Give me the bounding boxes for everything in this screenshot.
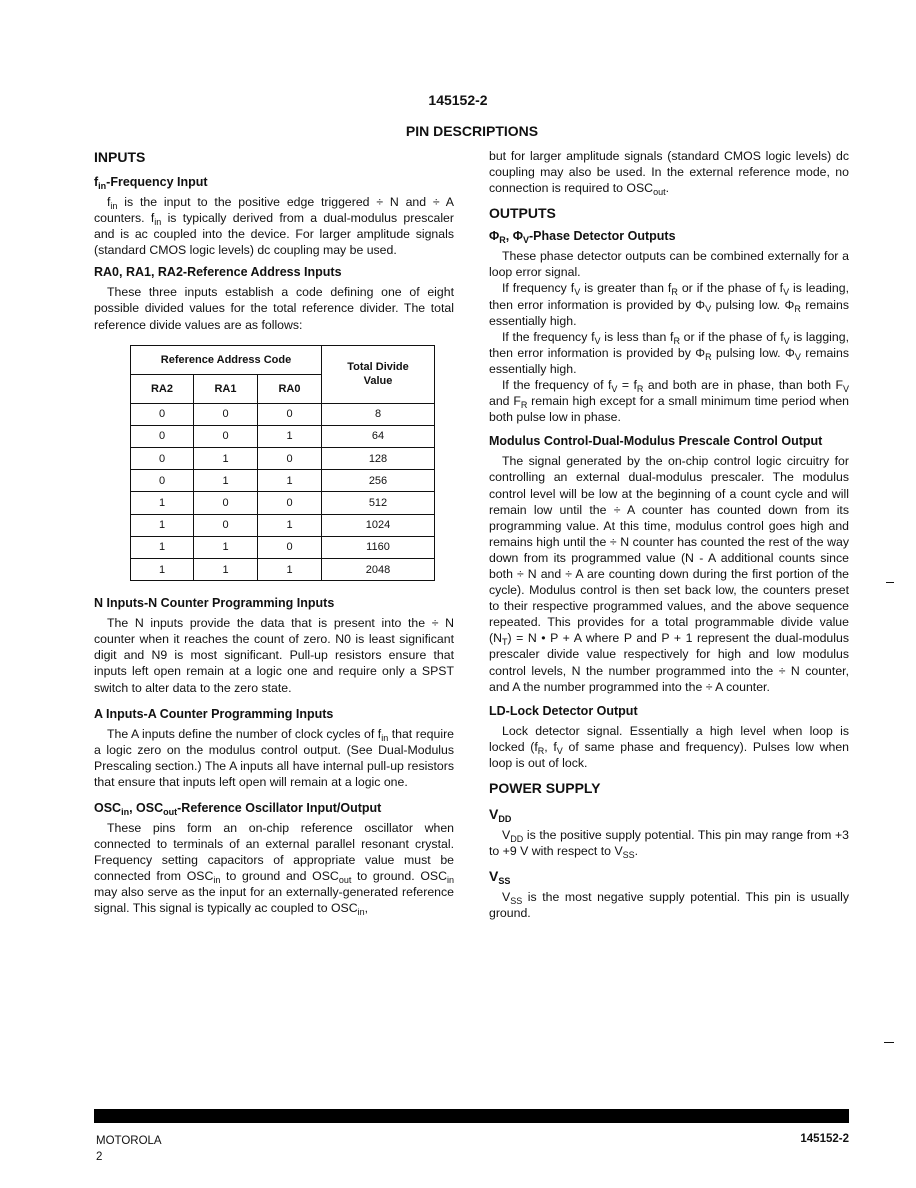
table-row: 0 0 1 64: [131, 425, 435, 447]
osc-title: $OSC_{in}$, $OSC_{out}$-Reference Oscillator Input/Output: [94, 801, 382, 817]
n-inputs-paragraph: The N inputs provide the data that is present into the ÷ N counter when it reaches the count of zero. N0 is least significant digit and N9 is most significant. Pull-up resistors ensure that inputs left open remain at a logic one and require only a SPST switch to alter data to the zero state.: [94, 616, 454, 695]
fin-title: $f_{in}$-Frequency Input: [94, 175, 208, 191]
ra-title: RA0, RA1, RA2-Reference Address Inputs: [94, 265, 342, 280]
footer-doc-number: 145152-2: [800, 1133, 849, 1145]
vss-paragraph: $V_{SS}$ is the most negative supply potential. This pin is usually ground.: [489, 890, 849, 921]
lock-detector-paragraph: Lock detector signal. Essentially a high level when loop is locked ($f_R$, $f_V$ of same phase and frequency). Pulses low when loop is out of lock.: [489, 723, 849, 770]
phase-paragraph-3: If the frequency $f_V$ is less than $f_R$ or if the phase of $f_V$ is lagging, then error information is provided by $\Phi_R$ pulsing low. $\Phi_V$ remains essentially high.: [489, 329, 850, 376]
modulus-control-title: Modulus Control-Dual-Modulus Prescale Control Output: [489, 434, 823, 449]
margin-mark: [884, 1042, 894, 1043]
doc-number-header: 145152-2: [428, 92, 488, 108]
footer-company: MOTOROLA: [96, 1135, 162, 1147]
footer-page-number: 2: [96, 1151, 103, 1163]
phase-paragraph-4: If the frequency of $f_V = f_R$ and both are in phase, than both $F_V$ and $F_R$ remain high except for a small minimum time period when both pulse low in phase.: [489, 378, 849, 425]
margin-mark: [886, 582, 894, 583]
vss-title: $V_{SS}$: [489, 868, 511, 887]
right-column: [489, 148, 849, 921]
fin-paragraph: $f_{in}$ is the input to the positive edge triggered ÷ N and ÷ A counters. $f_{in}$ is typically derived from a dual-modulus prescaler and is ac coupled into the device. For larger amplitude signals (standard CMOS logic levels) dc coupling may be used.: [94, 195, 454, 258]
phase-paragraph-2: If frequency $f_V$ is greater than $f_R$ or if the phase of $f_V$ is leading, then error information is provided by $\Phi_V$ pulsing low. $\Phi_R$ remains essentially high.: [489, 281, 849, 328]
left-column: [94, 148, 454, 917]
n-inputs-title: N Inputs-N Counter Programming Inputs: [94, 596, 335, 611]
table-row: 0 0 0 8: [131, 403, 435, 425]
osc-paragraph: These pins form an on-chip reference oscillator when connected to terminals of an external parallel resonant crystal. Frequency setting capacitors of appropriate value must be connected from $OSC_{in}$ to ground and $OSC_{out}$ to ground. $OSC_{in}$ may also serve as the input for an externally-generated reference signal. This signal is typically ac coupled to $OSC_{in}$,: [94, 821, 454, 918]
a-inputs-paragraph: The A inputs define the number of clock cycles of $f_{in}$ that require a logic zero on the modulus control output. (See Dual-Modulus Prescaling section.) The A inputs all have internal pull-up resistors that ensure that inputs left open will remain at a logic one.: [94, 726, 454, 789]
modulus-control-paragraph: The signal generated by the on-chip control logic circuitry for controlling an external dual-modulus prescaler. The modulus control level will be low at the beginning of a count cycle and will remain low until the ÷ A counter has counted down from its programming value. At this time, modulus control goes high and remains high until the ÷ N counter has counted the rest of the way down from its programmed value (N - A additional counts since both ÷ N and ÷ A are counting down during the first portion of the cycle). Modulus control is then set back low, the counters preset to their respective programmed values, and the above sequence repeated. This provides for a total programmable divide value $(N_T) = N$ • P + A where P and P + 1 represent the dual-modulus prescaler divide value respectively for high and low modulus control levels, N the number programmed into the ÷ N counter, and A the number programmed into the ÷ A counter.: [489, 454, 849, 694]
vdd-title: $V_{DD}$: [489, 806, 512, 824]
phase-paragraph-1: These phase detector outputs can be combined externally for a loop error signal.: [489, 249, 849, 280]
table-row: 0 1 0 128: [131, 448, 435, 470]
phase-detector-title: $\Phi_R$, $\Phi_V$-Phase Detector Outputs: [489, 229, 676, 246]
page-title: PIN DESCRIPTIONS: [405, 123, 539, 139]
table-row: 1 1 1 2048: [131, 558, 435, 580]
power-supply-heading: POWER SUPPLY: [489, 780, 601, 796]
a-inputs-title: A Inputs-A Counter Programming Inputs: [94, 706, 334, 721]
table-header-ra2: RA2: [131, 374, 194, 403]
table-group-header: Reference Address Code: [131, 345, 322, 374]
lock-detector-title: LD-Lock Detector Output: [489, 703, 638, 718]
table-row: 1 1 0 1160: [131, 536, 435, 558]
vdd-paragraph: $V_{DD}$ is the positive supply potential. This pin may range from +3 to +9 V with respect to $V_{SS}$.: [489, 828, 849, 861]
footer-bar: [94, 1109, 849, 1123]
table-row: 1 0 1 1024: [131, 514, 435, 536]
table-header-ra0: RA0: [258, 374, 322, 403]
inputs-heading: INPUTS: [94, 149, 146, 165]
table-row: 1 0 0 512: [131, 492, 435, 514]
reference-divide-table: [130, 345, 435, 582]
table-row: 0 1 1 256: [131, 470, 435, 492]
table-header-ra1: RA1: [194, 374, 258, 403]
ra-paragraph: These three inputs establish a code defining one of eight possible divided values for the total reference divider. The total reference divide values are as follows:: [94, 285, 454, 332]
table-total-header: Total Divide Value: [322, 345, 435, 403]
footer-left: [96, 1133, 162, 1165]
outputs-heading: OUTPUTS: [489, 205, 556, 222]
osc-continued-paragraph: but for larger amplitude signals (standard CMOS logic levels) dc coupling may also be used. In the external reference mode, no connection is required to $OSC_{out}$.: [489, 149, 849, 198]
